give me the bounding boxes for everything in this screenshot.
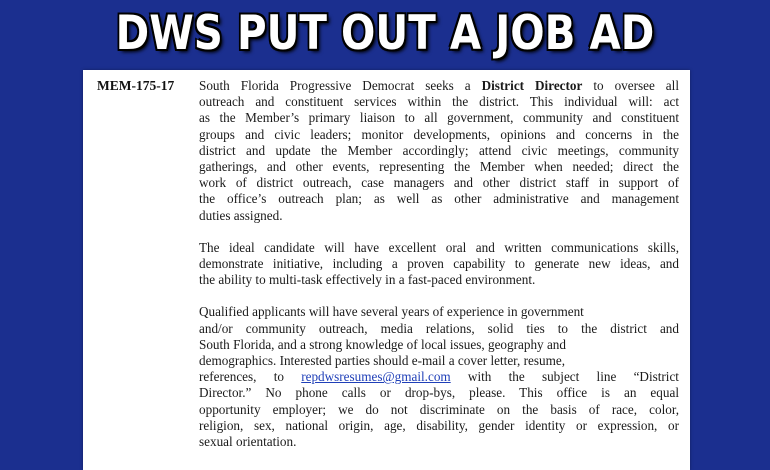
paragraph-3-line: demographics. Interested parties should e-mail a cover letter, resume, [199, 353, 566, 369]
paragraph-1-line: duties assigned. [199, 207, 283, 223]
paragraph-1-line: as the Member’s primary liaison to all government, community and constituent [199, 110, 679, 126]
headline-banner [0, 0, 770, 68]
paragraph-1-line: the office’s outreach plan; as well as other administrative and management [199, 191, 679, 207]
paragraph-2-line: The ideal candidate will have excellent oral and written communications skills, [199, 239, 679, 255]
paragraph-1-line: district and update the Member accordingly; attend civic meetings, community [199, 142, 679, 158]
paragraph-3-line: and/or community outreach, media relations, solid ties to the district and [199, 320, 679, 336]
paragraph-3-line: sexual orientation. [199, 434, 297, 450]
paragraph-1-line: outreach and constituent services within the district. This individual will: act [199, 94, 679, 110]
paragraph-1-line: work of district outreach, case managers and other district staff in support of [199, 175, 679, 191]
paragraph-3-line: religion, sex, national origin, age, disability, gender identity or expression, or [199, 417, 679, 433]
paragraph-3-line: South Florida, and a strong knowledge of local issues, geography and [199, 336, 566, 352]
paragraph-1-line: gatherings, and other events, representing the Member when needed; direct the [199, 159, 679, 175]
paragraph-3-line: references, to repdwsresumes@gmail.com with the subject line “District [199, 369, 679, 385]
reference-number: MEM-175-17 [97, 78, 175, 93]
job-ad-document [83, 70, 690, 470]
email-link[interactable]: repdwsresumes@gmail.com [301, 369, 451, 385]
paragraph-2-line: the ability to multi-task effectively in a fast-paced environment. [199, 272, 536, 288]
job-title: District Director [481, 78, 583, 93]
paragraph-1-line: South Florida Progressive Democrat seeks a District Director to oversee all [199, 78, 679, 93]
headline: DWS PUT OUT A JOB AD [115, 6, 655, 61]
job-description [199, 78, 679, 450]
paragraph-2-line: demonstrate initiative, including a proven capability to generate new ideas, and [199, 256, 679, 272]
paragraph-1-line: groups and civic leaders; monitor developments, opinions and concerns in the [199, 126, 679, 142]
paragraph-3-line: Qualified applicants will have several years of experience in government [199, 304, 584, 320]
paragraph-3-line: Director.” No phone calls or drop-bys, please. This office is an equal [199, 385, 679, 401]
paragraph-3-line: opportunity employer; we do not discriminate on the basis of race, color, [199, 401, 679, 417]
